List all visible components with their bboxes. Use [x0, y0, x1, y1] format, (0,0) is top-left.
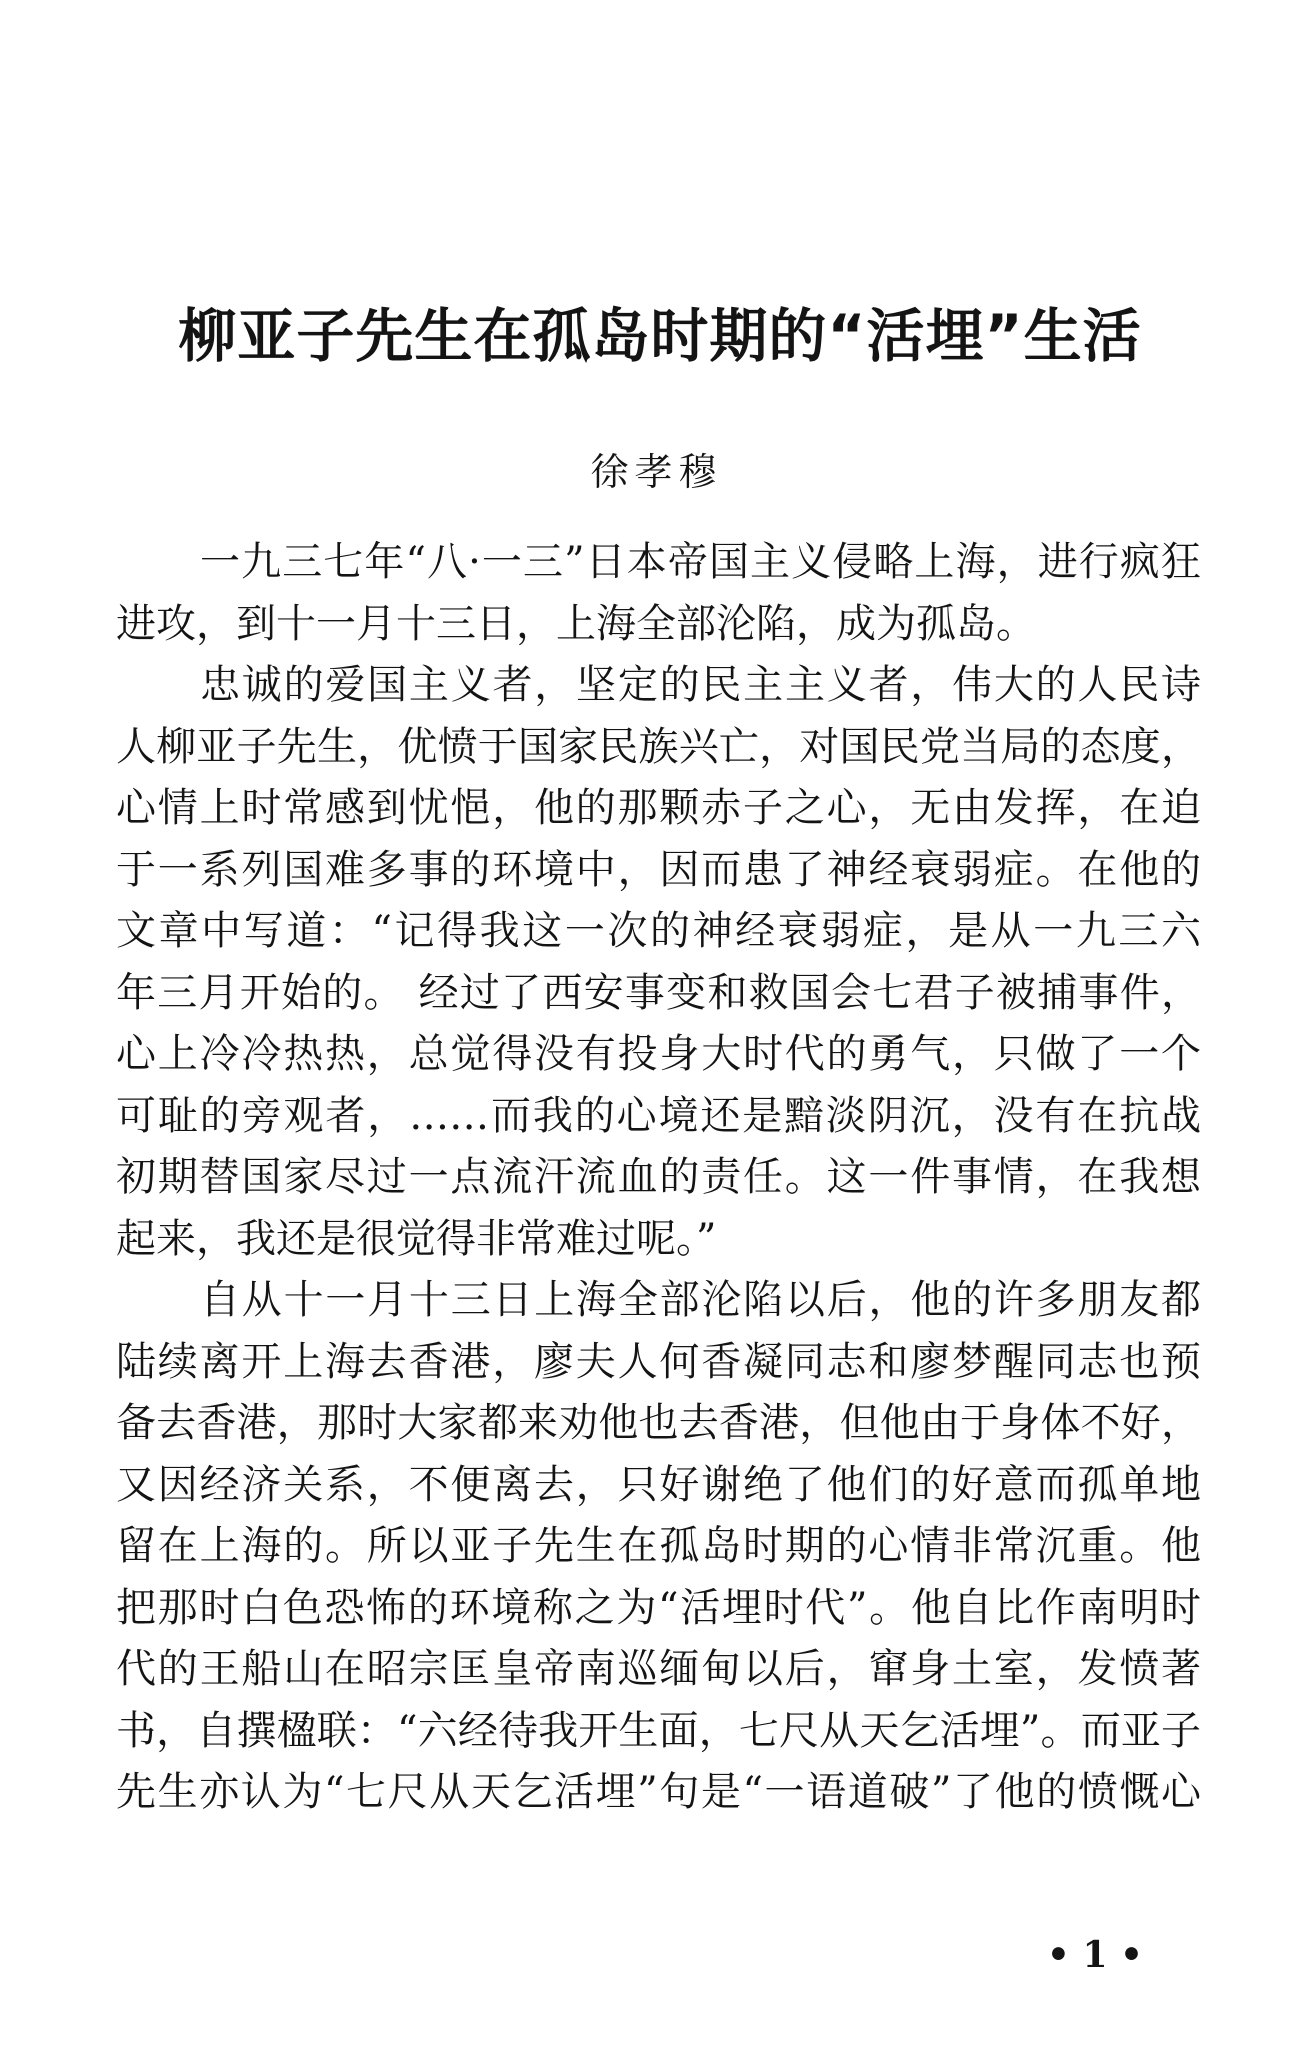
- text-line: 又因经济关系，不便离去，只好谢绝了他们的好意而孤单地: [116, 1461, 1201, 1508]
- text-line: 文章中写道：“记得我这一次的神经衰弱症，是从一九三六: [116, 908, 1201, 954]
- text-line: 忠诚的爱国主义者，坚定的民主主义者，伟大的人民诗: [200, 662, 1201, 708]
- page-number: • 1 •: [1046, 1934, 1144, 1976]
- text-line: 把那时白色恐怖的环境称之为“活埋时代”。他自比作南明时: [116, 1584, 1201, 1631]
- text-line: 于一系列国难多事的环境中，因而患了神经衰弱症。在他的: [116, 846, 1201, 893]
- text-line: 起来，我还是很觉得非常难过呢。”: [116, 1215, 717, 1262]
- text-line: 书，自撰楹联：“六经待我开生面，七尺从天乞活埋”。而亚子: [116, 1707, 1201, 1754]
- text-line: 年三月开始的。 经过了西安事变和救国会七君子被捕事件，: [116, 969, 1201, 1016]
- author-name: 徐孝穆: [590, 450, 723, 494]
- text-line: 陆续离开上海去香港，廖夫人何香凝同志和廖梦醒同志也预: [116, 1338, 1201, 1385]
- text-line: 心上冷冷热热，总觉得没有投身大时代的勇气，只做了一个: [116, 1031, 1201, 1077]
- text-line: 自从十一月十三日上海全部沦陷以后，他的许多朋友都: [200, 1277, 1201, 1323]
- text-line: 进攻，到十一月十三日，上海全部沦陷，成为孤岛。: [116, 600, 1036, 647]
- article-title: 柳亚子先生在孤岛时期的“活埋”生活: [178, 302, 1142, 370]
- article-body: [116, 532, 1201, 1824]
- text-line: 留在上海的。所以亚子先生在孤岛时期的心情非常沉重。他: [116, 1523, 1201, 1569]
- text-line: 一九三七年“八·一三”日本帝国主义侵略上海，进行疯狂: [200, 539, 1201, 585]
- text-line: 可耻的旁观者，……而我的心境还是黯淡阴沉，没有在抗战: [116, 1092, 1201, 1139]
- text-line: 初期替国家尽过一点流汗流血的责任。这一件事情，在我想: [116, 1154, 1201, 1200]
- text-line: 心情上时常感到忧悒，他的那颗赤子之心，无由发挥，在迫: [116, 785, 1201, 831]
- text-line: 代的王船山在昭宗匡皇帝南巡缅甸以后，窜身土室，发愤著: [116, 1646, 1201, 1692]
- text-line: 先生亦认为“七尺从天乞活埋”句是“一语道破”了他的愤慨心: [116, 1769, 1201, 1815]
- text-line: 备去香港，那时大家都来劝他也去香港，但他由于身体不好，: [116, 1400, 1201, 1446]
- text-line: 人柳亚子先生，优愤于国家民族兴亡，对国民党当局的态度，: [116, 723, 1201, 770]
